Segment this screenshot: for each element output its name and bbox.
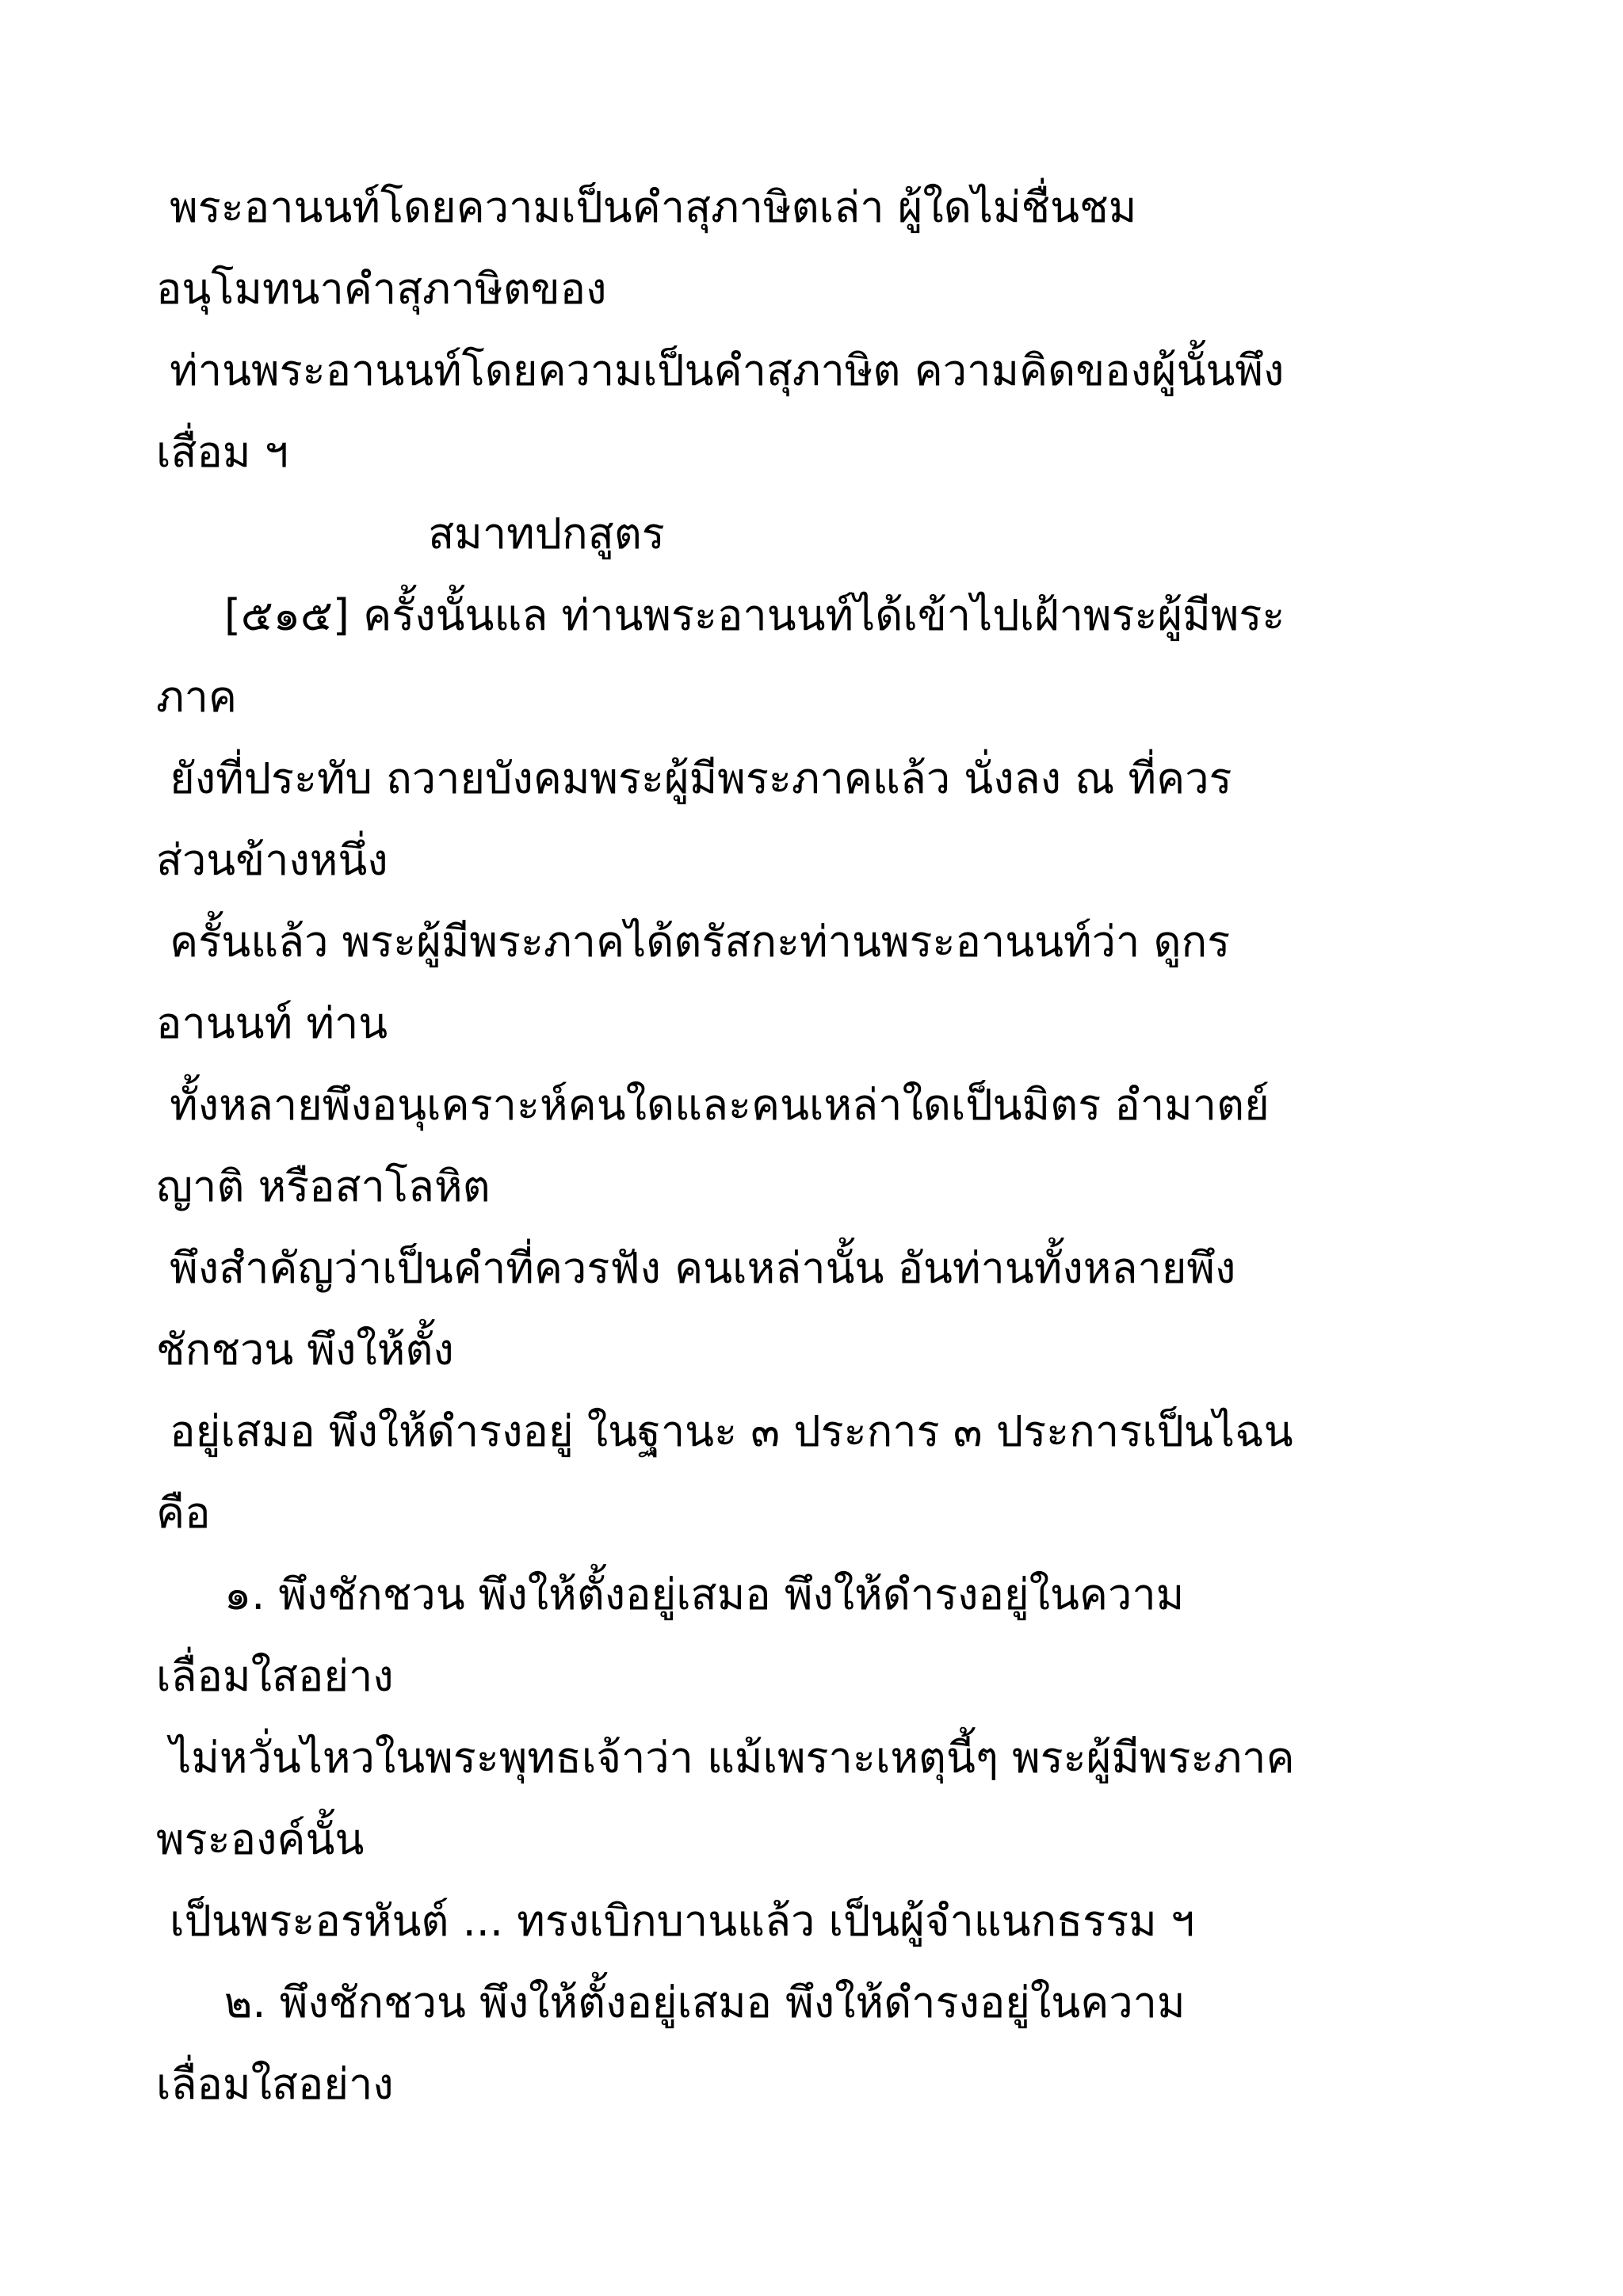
text-line-14: พึงสำคัญว่าเป็นคำที่ควรฟัง คนเหล่านั้น อันท่านทั้งหลายพึง	[156, 1243, 1236, 1293]
text-line-15: ชักชวน พึงให้ตั้ง	[156, 1325, 454, 1375]
text-line-1: พระอานนท์โดยความเป็นคำสุภาษิตเล่า ผู้ใดไม่ชื่นชม	[156, 182, 1137, 232]
text-line-4: เสื่อม ฯ	[156, 427, 288, 477]
text-line-17: คือ	[156, 1488, 211, 1538]
text-line-6: [๕๑๕] ครั้งนั้นแล ท่านพระอานนท์ได้เข้าไปเฝ้าพระผู้มีพระ	[156, 590, 1285, 640]
text-line-9: ส่วนข้างหนึ่ง	[156, 835, 388, 885]
text-line-22: เป็นพระอรหันต์ ... ทรงเบิกบานแล้ว เป็นผู้จำแนกธรรม ฯ	[156, 1896, 1195, 1946]
text-line-3: ท่านพระอานนท์โดยความเป็นคำสุภาษิต ความคิดของผู้นั้นพึง	[156, 345, 1285, 395]
text-line-23: ๒. พึงชักชวน พึงให้ตั้งอยู่เสมอ พึงให้ดำรงอยู่ในความ	[156, 1978, 1186, 2027]
text-line-2: อนุโมทนาคำสุภาษิตของ	[156, 264, 607, 314]
text-line-24: เลื่อมใสอย่าง	[156, 2059, 394, 2109]
text-line-13: ญาติ หรือสาโลหิต	[156, 1161, 491, 1211]
body-text	[156, 166, 1503, 2125]
text-line-12: ทั้งหลายพึงอนุเคราะห์คนใดและคนเหล่าใดเป็นมิตร อำมาตย์	[156, 1080, 1270, 1130]
text-line-18: ๑. พึงชักชวน พึงให้ตั้งอยู่เสมอ พึงให้ดำรงอยู่ในความ	[156, 1569, 1185, 1619]
text-line-21: พระองค์นั้น	[156, 1814, 365, 1864]
text-line-16: อยู่เสมอ พึงให้ดำรงอยู่ ในฐานะ ๓ ประการ ๓ ประการเป็นไฉน	[156, 1406, 1293, 1456]
text-line-7: ภาค	[156, 672, 238, 722]
section-title: สมาทปกสูตร	[156, 509, 665, 559]
text-line-10: ครั้นแล้ว พระผู้มีพระภาคได้ตรัสกะท่านพระอานนท์ว่า ดูกร	[156, 917, 1231, 967]
text-line-19: เลื่อมใสอย่าง	[156, 1651, 394, 1701]
text-line-20: ไม่หวั่นไหวในพระพุทธเจ้าว่า แม้เพราะเหตุนี้ๆ พระผู้มีพระภาค	[156, 1733, 1295, 1783]
text-line-11: อานนท์ ท่าน	[156, 998, 388, 1048]
text-line-8: ยังที่ประทับ ถวายบังคมพระผู้มีพระภาคแล้ว นั่งลง ณ ที่ควร	[156, 753, 1232, 803]
